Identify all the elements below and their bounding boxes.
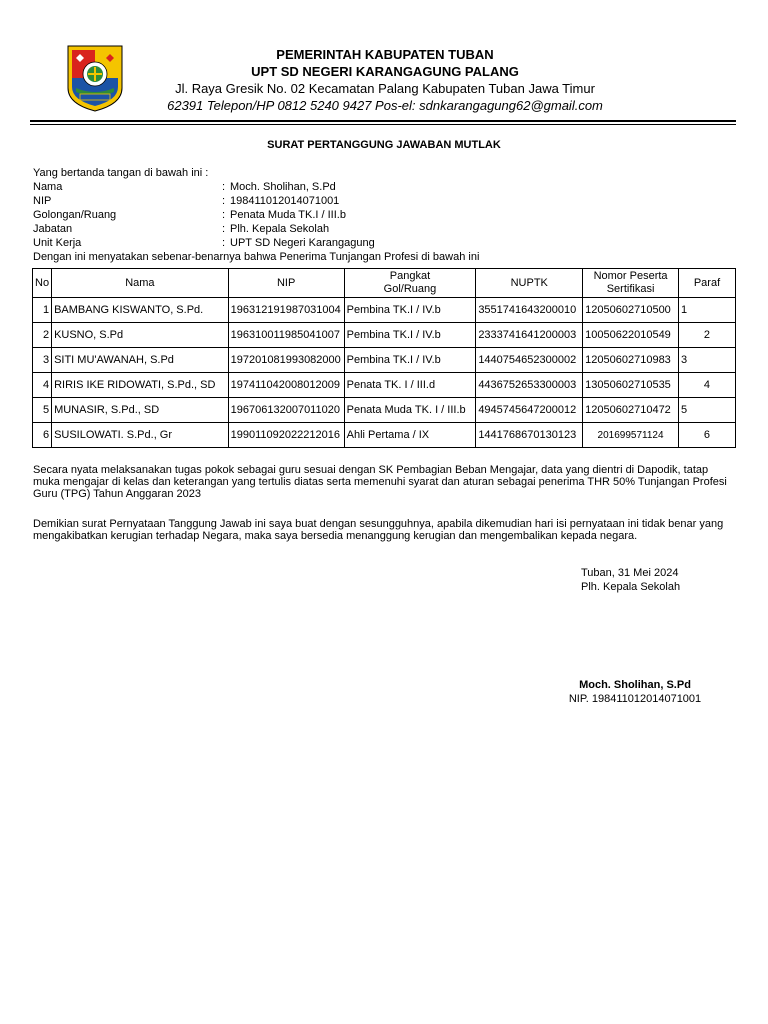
letterhead [140,46,630,114]
table-row [33,348,736,373]
cell-no: 6 [33,423,52,448]
cell-nuptk: 1441768670130123 [476,423,583,448]
cell-nama: RIRIS IKE RIDOWATI, S.Pd., SD [52,373,229,398]
cell-no: 3 [33,348,52,373]
signer-nip: NIP. 198411012014071001 [568,693,702,705]
field-row-unit-kerja [33,236,479,250]
org-name-line1: PEMERINTAH KABUPATEN TUBAN [276,47,494,62]
cell-nama: SUSILOWATI. S.Pd., Gr [52,423,229,448]
cell-nomor-peserta: 201699571124 [583,423,679,448]
kabupaten-tuban-emblem [66,44,124,112]
statement-text: Dengan ini menyatakan sebenar-benarnya bahwa Penerima Tunjangan Profesi di bawah ini [33,251,480,263]
cell-nama: SITI MU'AWANAH, S.Pd [52,348,229,373]
header-pangkat-line1: Pangkat [389,270,431,282]
cell-no: 2 [33,323,52,348]
field-row-jabatan [33,222,479,236]
table-row [33,423,736,448]
signature-position: Plh. Kepala Sekolah [581,581,681,593]
cell-paraf: 1 [678,298,735,323]
header-nama: Nama [52,269,229,298]
cell-nama: KUSNO, S.Pd [52,323,229,348]
cell-paraf: 2 [678,323,735,348]
cell-paraf: 5 [678,398,735,423]
field-value: Moch. Sholihan, S.Pd [230,181,336,193]
table-row [33,323,736,348]
header-nomor-peserta [583,269,679,298]
cell-pangkat: Penata TK. I / III.d [344,373,476,398]
header-pangkat [344,269,476,298]
header-divider-thin [30,124,736,125]
cell-nomor-peserta: 12050602710983 [583,348,679,373]
cell-nama: BAMBANG KISWANTO, S.Pd. [52,298,229,323]
table-header-row [33,269,736,298]
field-label: Jabatan [33,223,73,235]
cell-pangkat: Pembina TK.I / IV.b [344,323,476,348]
header-nomor-line2: Sertifikasi [606,283,655,295]
field-row-nama [33,180,479,194]
cell-nomor-peserta: 12050602710472 [583,398,679,423]
cell-no: 4 [33,373,52,398]
header-no: No [33,269,52,298]
field-value: Plh. Kepala Sekolah [230,223,330,235]
cell-nip: 196312191987031004 [228,298,344,323]
signer-name: Moch. Sholihan, S.Pd [579,679,691,691]
field-value: Penata Muda TK.I / III.b [230,209,346,221]
cell-nama: MUNASIR, S.Pd., SD [52,398,229,423]
paragraph-closing: Demikian surat Pernyataan Tanggung Jawab ini saya buat dengan sesungguhnya, apabila dikemudian hari isi pernyataan ini tidak benar yang mengakibatkan kerugian terhadap Negara, maka saya bersedia menanggung kerugian dan mengembalikan kepada negara. [33,518,724,542]
address-line1: Jl. Raya Gresik No. 02 Kecamatan Palang Kabupaten Tuban Jawa Timur [175,81,595,96]
table-row [33,373,736,398]
header-divider-thick [30,120,736,122]
field-row-golongan [33,208,479,222]
cell-no: 1 [33,298,52,323]
cell-pangkat: Penata Muda TK. I / III.b [344,398,476,423]
table-row [33,398,736,423]
field-colon: : [222,195,226,207]
cell-no: 5 [33,398,52,423]
table-row [33,298,736,323]
signer-identity-block [33,166,479,264]
field-label: NIP [33,195,52,207]
recipient-table [32,268,736,448]
cell-nomor-peserta: 13050602710535 [583,373,679,398]
cell-pangkat: Pembina TK.I / IV.b [344,298,476,323]
cell-nip: 197201081993082000 [228,348,344,373]
signature-place-date: Tuban, 31 Mei 2024 [581,567,679,579]
cell-nip: 197411042008012009 [228,373,344,398]
field-label: Nama [33,181,63,193]
cell-nomor-peserta: 10050622010549 [583,323,679,348]
cell-nuptk: 2333741641200003 [476,323,583,348]
cell-nuptk: 4436752653300003 [476,373,583,398]
header-pangkat-line2: Gol/Ruang [383,283,437,295]
field-label: Golongan/Ruang [33,209,117,221]
field-colon: : [222,237,226,249]
cell-nuptk: 4945745647200012 [476,398,583,423]
header-nomor-line1: Nomor Peserta [593,270,668,282]
intro-text: Yang bertanda tangan di bawah ini : [33,167,209,179]
cell-nip: 196310011985041007 [228,323,344,348]
header-nip: NIP [228,269,344,298]
cell-nuptk: 1440754652300002 [476,348,583,373]
field-colon: : [222,181,226,193]
cell-nip: 199011092022212016 [228,423,344,448]
header-paraf: Paraf [678,269,735,298]
cell-nomor-peserta: 12050602710500 [583,298,679,323]
org-name-line2: UPT SD NEGERI KARANGAGUNG PALANG [251,64,519,79]
field-value: 198411012014071001 [230,195,340,207]
cell-paraf: 6 [678,423,735,448]
paragraph-duties: Secara nyata melaksanakan tugas pokok sebagai guru sesuai dengan SK Pembagian Beban Mengajar, data yang dientri di Dapodik, tatap muka mengajar di kelas dan keterangan yang tertulis diatas serta memenuhi syarat dan aturan sebagai penerima THR 50% Tunjangan Profesi Guru (TPG) Tahun Anggaran 2023 [33,464,727,500]
signature-block [560,566,710,706]
field-label: Unit Kerja [33,237,82,249]
header-nuptk: NUPTK [476,269,583,298]
cell-pangkat: Pembina TK.I / IV.b [344,348,476,373]
cell-paraf: 3 [678,348,735,373]
cell-nuptk: 3551741643200010 [476,298,583,323]
cell-paraf: 4 [678,373,735,398]
field-row-nip [33,194,479,208]
cell-nip: 196706132007011020 [228,398,344,423]
field-colon: : [222,209,226,221]
field-colon: : [222,223,226,235]
cell-pangkat: Ahli Pertama / IX [344,423,476,448]
field-value: UPT SD Negeri Karangagung [230,237,375,249]
address-line2: 62391 Telepon/HP 0812 5240 9427 Pos-el: sdnkarangagung62@gmail.com [167,98,603,113]
document-title: SURAT PERTANGGUNG JAWABAN MUTLAK [267,139,501,151]
